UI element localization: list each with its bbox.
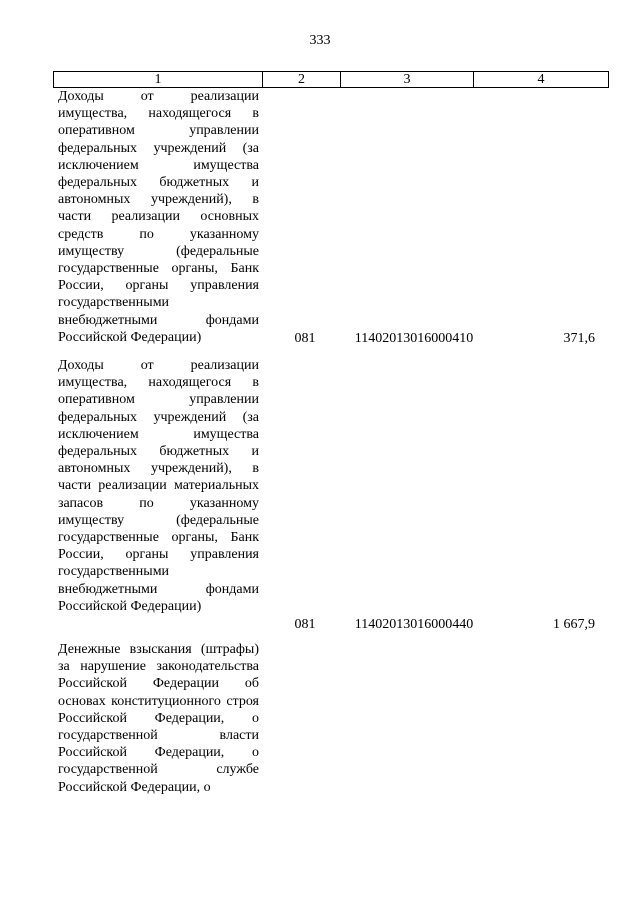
budget-classification-code: 11402013016000410 xyxy=(354,331,474,346)
budget-classification-code: 11402013016000440 xyxy=(354,617,474,632)
row-description: Доходы от реализации имущества, находящегося в оперативном управлении федеральных учреждений (за исключением имущества федеральных бюджетных и автономных учреждений), в части реализации основных средств по указанному имуществу (федеральные государственные органы, Банк России, органы управления государственными внебюджетными фондами Российской Федерации) xyxy=(58,89,259,345)
amount: 1 667,9 xyxy=(553,617,595,632)
amount: 371,6 xyxy=(563,331,595,346)
column-header-4: 4 xyxy=(537,72,545,87)
column-header-1: 1 xyxy=(54,72,263,87)
admin-code: 081 xyxy=(294,331,316,346)
column-header-3: 3 xyxy=(341,72,474,87)
column-header-2: 2 xyxy=(263,72,341,87)
table-header xyxy=(53,71,609,88)
page-number: 333 xyxy=(309,33,331,48)
admin-code: 081 xyxy=(294,617,316,632)
row-description: Доходы от реализации имущества, находящегося в оперативном управлении федеральных учреждений (за исключением имущества федеральных бюджетных и автономных учреждений), в части реализации материальных запасов по указанному имуществу (федеральные государственные органы, Банк России, органы управления государственными внебюджетными фондами Российской Федерации) xyxy=(58,358,259,614)
row-description: Денежные взыскания (штрафы) за нарушение законодательства Российской Федерации об основах конституционного строя Российской Федерации, о государственной власти Российской Федерации, о государственной службе Российской Федерации, о xyxy=(58,642,259,795)
